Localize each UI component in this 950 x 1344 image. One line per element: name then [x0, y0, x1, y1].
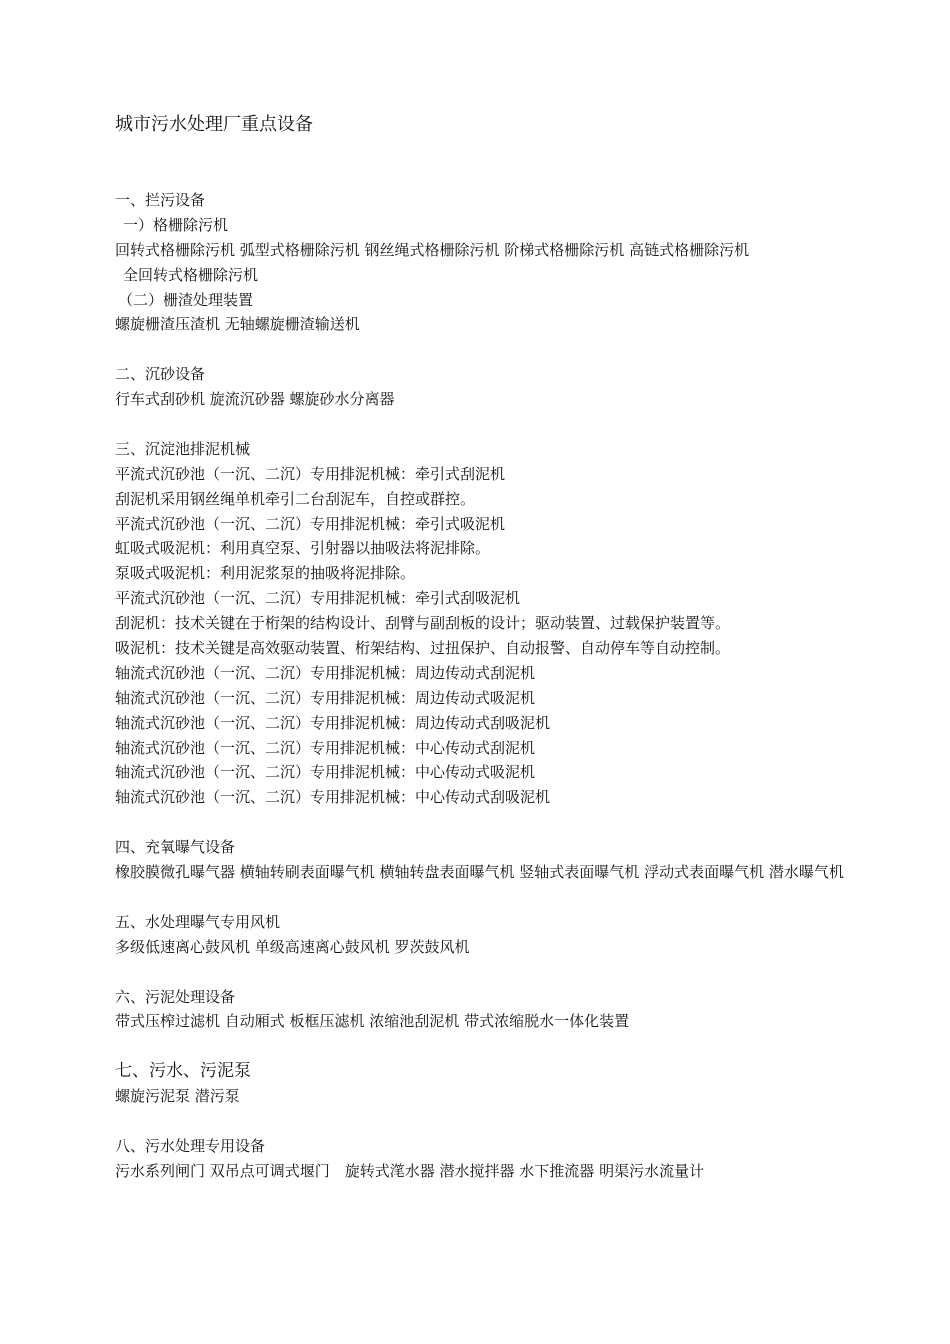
text-line: 轴流式沉砂池（一沉、二沉）专用排泥机械：周边传动式刮泥机 [115, 663, 536, 682]
text-line: 轴流式沉砂池（一沉、二沉）专用排泥机械：周边传动式吸泥机 [115, 688, 536, 707]
spacer [115, 1109, 845, 1134]
spacer [115, 1034, 845, 1059]
equipment-list: 螺旋污泥泵 潜污泵 [115, 1087, 240, 1106]
equipment-list: 全回转式格栅除污机 [123, 265, 259, 284]
equipment-list: 螺旋栅渣压渣机 无轴螺旋栅渣输送机 [115, 315, 360, 334]
text-line: 刮泥机：技术关键在于桁架的结构设计、刮臂与副刮板的设计；驱动装置、过载保护装置等。 [115, 614, 731, 633]
spacer [115, 412, 845, 437]
section-heading-4: 四、充氧曝气设备 [115, 838, 236, 857]
subsection-heading: （二）栅渣处理装置 [118, 290, 254, 309]
spacer [115, 810, 845, 835]
equipment-list: 行车式刮砂机 旋流沉砂器 螺旋砂水分离器 [115, 390, 395, 409]
subsection-heading: 一）格栅除污机 [123, 215, 229, 234]
text-line: 轴流式沉砂池（一沉、二沉）专用排泥机械：中心传动式刮泥机 [115, 738, 536, 757]
section-heading-8: 八、污水处理专用设备 [115, 1136, 266, 1155]
equipment-list: 橡胶膜微孔曝气器 横轴转刷表面曝气机 横轴转盘表面曝气机 竖轴式表面曝气机 浮动式表面曝气机 潜水曝气机 [115, 863, 844, 882]
text-line: 虹吸式吸泥机：利用真空泵、引射器以抽吸法将泥排除。 [115, 539, 491, 558]
spacer [115, 337, 845, 362]
section-heading-6: 六、污泥处理设备 [115, 987, 236, 1006]
document-title: 城市污水处理厂重点设备 [115, 114, 313, 135]
section-heading-1: 一、拦污设备 [115, 191, 206, 209]
section-heading-5: 五、水处理曝气专用风机 [115, 912, 281, 931]
text-line: 刮泥机采用钢丝绳单机牵引二台刮泥车，自控或群控。 [115, 489, 476, 508]
text-line: 轴流式沉砂池（一沉、二沉）专用排泥机械：中心传动式刮吸泥机 [115, 788, 551, 807]
equipment-list: 污水系列闸门 双吊点可调式堰门 旋转式滗水器 潜水搅拌器 水下推流器 明渠污水流量计 [115, 1161, 705, 1180]
text-line: 平流式沉砂池（一沉、二沉）专用排泥机械：牵引式刮吸泥机 [115, 589, 521, 608]
text-line: 吸泥机：技术关键是高效驱动装置、桁架结构、过扭保护、自动报警、自动停车等自动控制。 [115, 639, 731, 658]
spacer [115, 960, 845, 985]
equipment-list: 回转式格栅除污机 弧型式格栅除污机 钢丝绳式格栅除污机 阶梯式格栅除污机 高链式格栅除污机 [115, 240, 750, 259]
section-heading-3: 三、沉淀池排泥机械 [115, 439, 251, 458]
text-line: 平流式沉砂池（一沉、二沉）专用排泥机械：牵引式刮泥机 [115, 464, 506, 483]
section-heading-2: 二、沉砂设备 [115, 365, 206, 384]
equipment-list: 多级低速离心鼓风机 单级高速离心鼓风机 罗茨鼓风机 [115, 937, 470, 956]
document-body [115, 188, 845, 1184]
text-line: 轴流式沉砂池（一沉、二沉）专用排泥机械：周边传动式刮吸泥机 [115, 713, 551, 732]
section-heading-7: 七、污水、污泥泵 [115, 1061, 251, 1082]
spacer [115, 885, 845, 910]
text-line: 平流式沉砂池（一沉、二沉）专用排泥机械：牵引式吸泥机 [115, 514, 506, 533]
text-line: 泵吸式吸泥机：利用泥浆泵的抽吸将泥排除。 [115, 564, 416, 583]
text-line: 轴流式沉砂池（一沉、二沉）专用排泥机械：中心传动式吸泥机 [115, 763, 536, 782]
equipment-list: 带式压榨过滤机 自动厢式 板框压滤机 浓缩池刮泥机 带式浓缩脱水一体化装置 [115, 1012, 630, 1031]
